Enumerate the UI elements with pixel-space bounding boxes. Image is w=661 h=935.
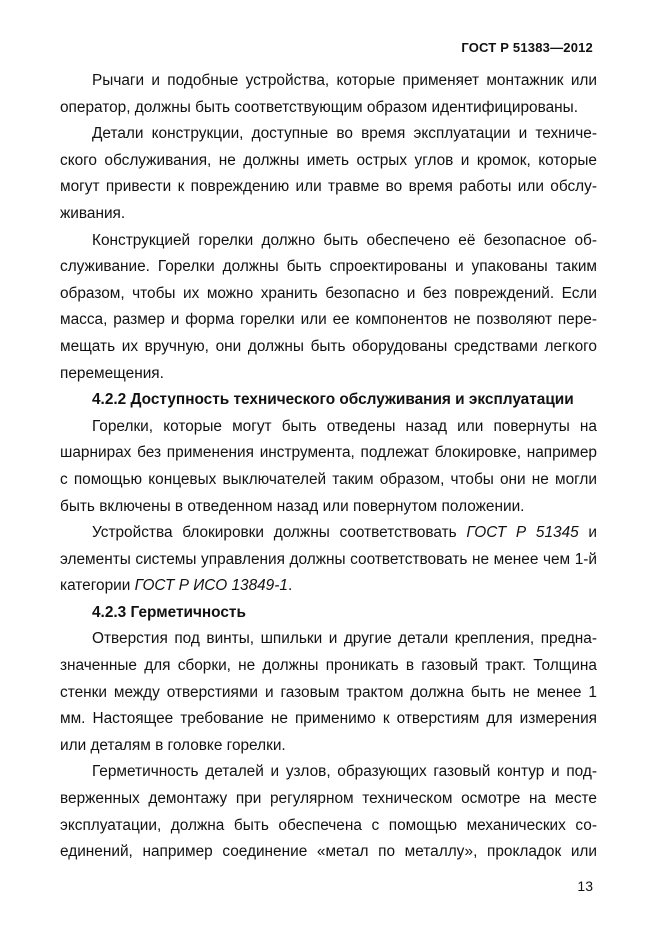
paragraph-burner-handling: Конструкцией горелки должно быть обеспечено её безопасное обслуживание. Горелки должны быть спроектированы и упакованы таким образом, чтобы их можно хранить безопасно и без повреждений. Если масса, размер и форма горелки или ее компонентов не позволяют перемещать их вручную, они должны быть оборудованы средствами легкого перемещения. (60, 231, 597, 382)
document-header: ГОСТ Р 51383—2012 (461, 40, 593, 55)
interlocks-text-end: . (287, 577, 293, 595)
paragraph-gas-tightness: Герметичность деталей и узлов, образующих газовый контур и подверженных демонтажу при регулярном техническом осмотре на месте эксплуатации, должна быть обеспечена с помощью механических соединений, например соединение «метал по металлу», прокладок или (60, 763, 597, 861)
document-body (60, 68, 597, 866)
paragraph-interlocks (60, 520, 597, 600)
paragraph-sharp-edges: Детали конструкции, доступные во время эксплуатации и технического обслуживания, не должны иметь острых углов и кромок, которые могут привести к повреждению или травме во время работы или обслуживания. (60, 125, 597, 222)
page-number: 13 (577, 878, 593, 894)
section-heading-4-2-2: 4.2.2 Доступность технического обслуживания и эксплуатации (92, 391, 574, 409)
paragraph-screw-holes: Отверстия под винты, шпильки и другие детали крепления, предназначенные для сборки, не должны проникать в газовый тракт. Толщина стенки между отверстиями и газовым трактом должна быть не менее 1 мм. Настоящее требование не применимо к отверстиям для измерения или деталям в головке горелки. (60, 630, 597, 754)
section-heading-4-2-3: 4.2.3 Герметичность (92, 603, 246, 621)
paragraph-hinged-burners: Горелки, которые могут быть отведены назад или повернуты на шарнирах без применения инструмента, подлежат блокировке, например с помощью концевых выключателей таким образом, чтобы они не могли быть включены в отведенном назад или повернутом положении. (60, 417, 597, 515)
interlocks-text-middle: и элементы системы управления должны соответствовать не менее чем 1-й категории (60, 524, 598, 595)
interlocks-text-start: Устройства блокировки должны соответствовать (92, 524, 467, 542)
standard-reference-gost-51345: ГОСТ Р 51345 (466, 524, 579, 542)
paragraph-levers: Рычаги и подобные устройства, которые применяет монтажник или оператор, должны быть соответствующим образом идентифицированы. (60, 72, 597, 116)
standard-reference-iso-13849: ГОСТ Р ИСО 13849-1 (134, 577, 288, 595)
